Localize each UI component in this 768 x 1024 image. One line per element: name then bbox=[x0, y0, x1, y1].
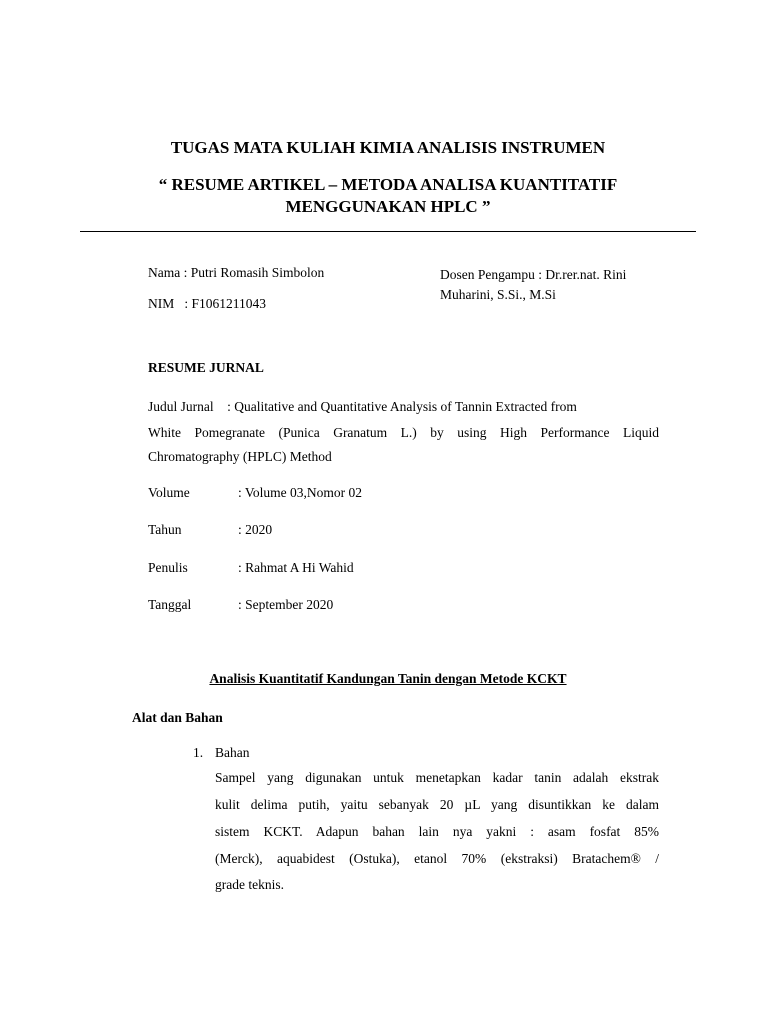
author-label: Penulis bbox=[148, 560, 188, 575]
paragraph-line-1: Sampel yang digunakan untuk menetapkan kadar tanin adalah ekstrak bbox=[215, 770, 659, 785]
resume-heading: RESUME JURNAL bbox=[148, 360, 264, 375]
journal-title-line-3: Chromatography (HPLC) Method bbox=[148, 449, 332, 464]
date-label: Tanggal bbox=[148, 597, 192, 612]
document-subtitle-line-2: MENGGUNAKAN HPLC ” bbox=[285, 197, 491, 216]
document-title: TUGAS MATA KULIAH KIMIA ANALISIS INSTRUMEN bbox=[170, 138, 606, 157]
lecturer-line-1: Dosen Pengampu : Dr.rer.nat. Rini bbox=[440, 267, 627, 282]
list-item-title: Bahan bbox=[215, 745, 250, 760]
journal-title-line-2: White Pomegranate (Punica Granatum L.) by using High Performance Liquid bbox=[148, 425, 659, 440]
year-value: : 2020 bbox=[238, 522, 273, 537]
paragraph-line-2: kulit delima putih, yaitu sebanyak 20 µL yang disuntikkan ke dalam bbox=[215, 797, 659, 812]
volume-label: Volume bbox=[148, 485, 190, 500]
paragraph-line-4: (Merck), aquabidest (Ostuka), etanol 70% (ekstraksi) Bratachem® / bbox=[215, 851, 659, 866]
lecturer-line-2: Muharini, S.Si., M.Si bbox=[440, 287, 556, 302]
student-name: Nama : Putri Romasih Simbolon bbox=[148, 265, 325, 280]
author-value: : Rahmat A Hi Wahid bbox=[238, 560, 354, 575]
date-value: : September 2020 bbox=[238, 597, 334, 612]
section-title: Analisis Kuantitatif Kandungan Tanin dengan Metode KCKT bbox=[209, 671, 567, 686]
journal-title-line-1: Judul Jurnal : Qualitative and Quantitative Analysis of Tannin Extracted from bbox=[148, 399, 577, 414]
year-label: Tahun bbox=[148, 522, 182, 537]
paragraph-line-3: sistem KCKT. Adapun bahan lain nya yakni : asam fosfat 85% bbox=[215, 824, 659, 839]
document-subtitle-line-1: “ RESUME ARTIKEL – METODA ANALISA KUANTITATIF bbox=[158, 175, 618, 194]
list-item-number: 1. bbox=[193, 745, 204, 760]
student-nim: NIM : F1061211043 bbox=[148, 296, 267, 311]
paragraph-line-5: grade teknis. bbox=[215, 877, 284, 892]
volume-value: : Volume 03,Nomor 02 bbox=[238, 485, 363, 500]
section-subheading: Alat dan Bahan bbox=[132, 710, 223, 725]
header-divider bbox=[80, 231, 696, 232]
